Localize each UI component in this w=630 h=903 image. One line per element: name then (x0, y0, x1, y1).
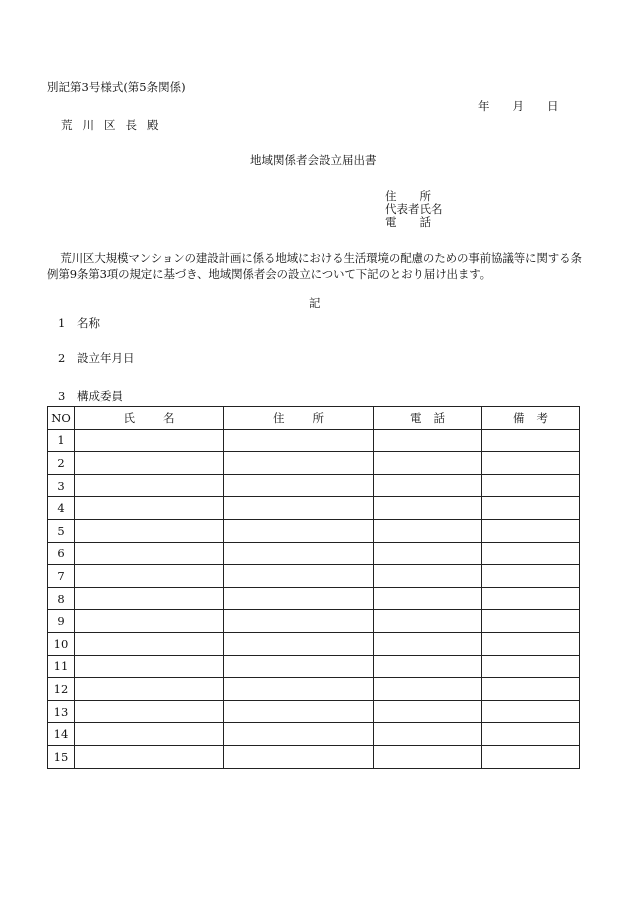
table-row (48, 587, 580, 610)
row-number: 9 (48, 610, 75, 633)
name-cell (75, 723, 224, 746)
phone-cell (374, 587, 482, 610)
section-name (58, 318, 100, 330)
header-no: NO (48, 407, 75, 430)
address-cell (224, 452, 374, 475)
phone-cell (374, 452, 482, 475)
table-row (48, 700, 580, 723)
address-cell (224, 745, 374, 768)
row-number: 1 (48, 429, 75, 452)
phone-cell (374, 610, 482, 633)
table-row (48, 519, 580, 542)
form-number: 別記第3号様式(第5条関係) (47, 80, 186, 94)
document-title: 地域関係者会設立届出書 (250, 153, 377, 167)
name-cell (75, 474, 224, 497)
row-number: 5 (48, 519, 75, 542)
table-row (48, 723, 580, 746)
name-cell (75, 678, 224, 701)
section-number: 1 (58, 316, 66, 330)
address-cell (224, 474, 374, 497)
table-row (48, 542, 580, 565)
remarks-cell (482, 745, 580, 768)
name-cell (75, 542, 224, 565)
phone-cell (374, 497, 482, 520)
table-row (48, 474, 580, 497)
remarks-cell (482, 497, 580, 520)
remarks-cell (482, 542, 580, 565)
members-table (47, 406, 580, 769)
phone-cell (374, 700, 482, 723)
phone-cell (374, 655, 482, 678)
name-cell (75, 519, 224, 542)
name-cell (75, 497, 224, 520)
address-cell (224, 497, 374, 520)
applicant-phone-label: 電 話 (385, 215, 431, 229)
table-row (48, 655, 580, 678)
row-number: 2 (48, 452, 75, 475)
name-cell (75, 700, 224, 723)
section-number: 3 (58, 389, 66, 403)
remarks-cell (482, 452, 580, 475)
address-cell (224, 610, 374, 633)
address-cell (224, 587, 374, 610)
row-number: 7 (48, 565, 75, 588)
section-members (58, 391, 123, 403)
name-cell (75, 632, 224, 655)
phone-cell (374, 429, 482, 452)
address-cell (224, 655, 374, 678)
phone-cell (374, 723, 482, 746)
remarks-cell (482, 655, 580, 678)
table-row (48, 452, 580, 475)
header-address: 住所 (224, 407, 374, 430)
remarks-cell (482, 678, 580, 701)
section-label: 設立年月日 (77, 351, 135, 365)
addressee: 荒川区長殿 (61, 118, 169, 132)
row-number: 3 (48, 474, 75, 497)
applicant-representative-label: 代表者氏名 (385, 202, 443, 216)
name-cell (75, 452, 224, 475)
row-number: 15 (48, 745, 75, 768)
row-number: 4 (48, 497, 75, 520)
row-number: 8 (48, 587, 75, 610)
address-cell (224, 700, 374, 723)
header-remarks: 備考 (482, 407, 580, 430)
name-cell (75, 587, 224, 610)
address-cell (224, 632, 374, 655)
section-number: 2 (58, 351, 66, 365)
remarks-cell (482, 610, 580, 633)
header-phone: 電話 (374, 407, 482, 430)
phone-cell (374, 745, 482, 768)
name-cell (75, 565, 224, 588)
row-number: 14 (48, 723, 75, 746)
name-cell (75, 429, 224, 452)
table-row (48, 565, 580, 588)
remarks-cell (482, 587, 580, 610)
remarks-cell (482, 519, 580, 542)
row-number: 11 (48, 655, 75, 678)
table-row (48, 632, 580, 655)
address-cell (224, 723, 374, 746)
table-row (48, 497, 580, 520)
body-text: 荒川区大規模マンションの建設計画に係る地域における生活環境の配慮のための事前協議等に関する条例第9条第3項の規定に基づき、地域関係者会の設立について下記のとおり届け出ます。 (47, 251, 582, 281)
phone-cell (374, 632, 482, 655)
section-label: 名称 (77, 316, 100, 330)
address-cell (224, 519, 374, 542)
address-cell (224, 678, 374, 701)
address-cell (224, 542, 374, 565)
remarks-cell (482, 429, 580, 452)
name-cell (75, 655, 224, 678)
header-name: 氏名 (75, 407, 224, 430)
address-cell (224, 565, 374, 588)
phone-cell (374, 474, 482, 497)
ki-heading: 記 (309, 296, 321, 310)
date-line: 年 月 日 (478, 99, 559, 113)
table-row (48, 610, 580, 633)
phone-cell (374, 565, 482, 588)
table-row (48, 745, 580, 768)
remarks-cell (482, 700, 580, 723)
table-body (48, 429, 580, 768)
remarks-cell (482, 565, 580, 588)
section-established-date (58, 353, 135, 365)
row-number: 12 (48, 678, 75, 701)
table-row (48, 429, 580, 452)
table-header-row (48, 407, 580, 430)
applicant-address-label: 住 所 (385, 189, 431, 203)
remarks-cell (482, 474, 580, 497)
name-cell (75, 610, 224, 633)
table-row (48, 678, 580, 701)
phone-cell (374, 542, 482, 565)
phone-cell (374, 678, 482, 701)
name-cell (75, 745, 224, 768)
phone-cell (374, 519, 482, 542)
address-cell (224, 429, 374, 452)
section-label: 構成委員 (77, 389, 123, 403)
row-number: 6 (48, 542, 75, 565)
remarks-cell (482, 723, 580, 746)
row-number: 10 (48, 632, 75, 655)
row-number: 13 (48, 700, 75, 723)
remarks-cell (482, 632, 580, 655)
